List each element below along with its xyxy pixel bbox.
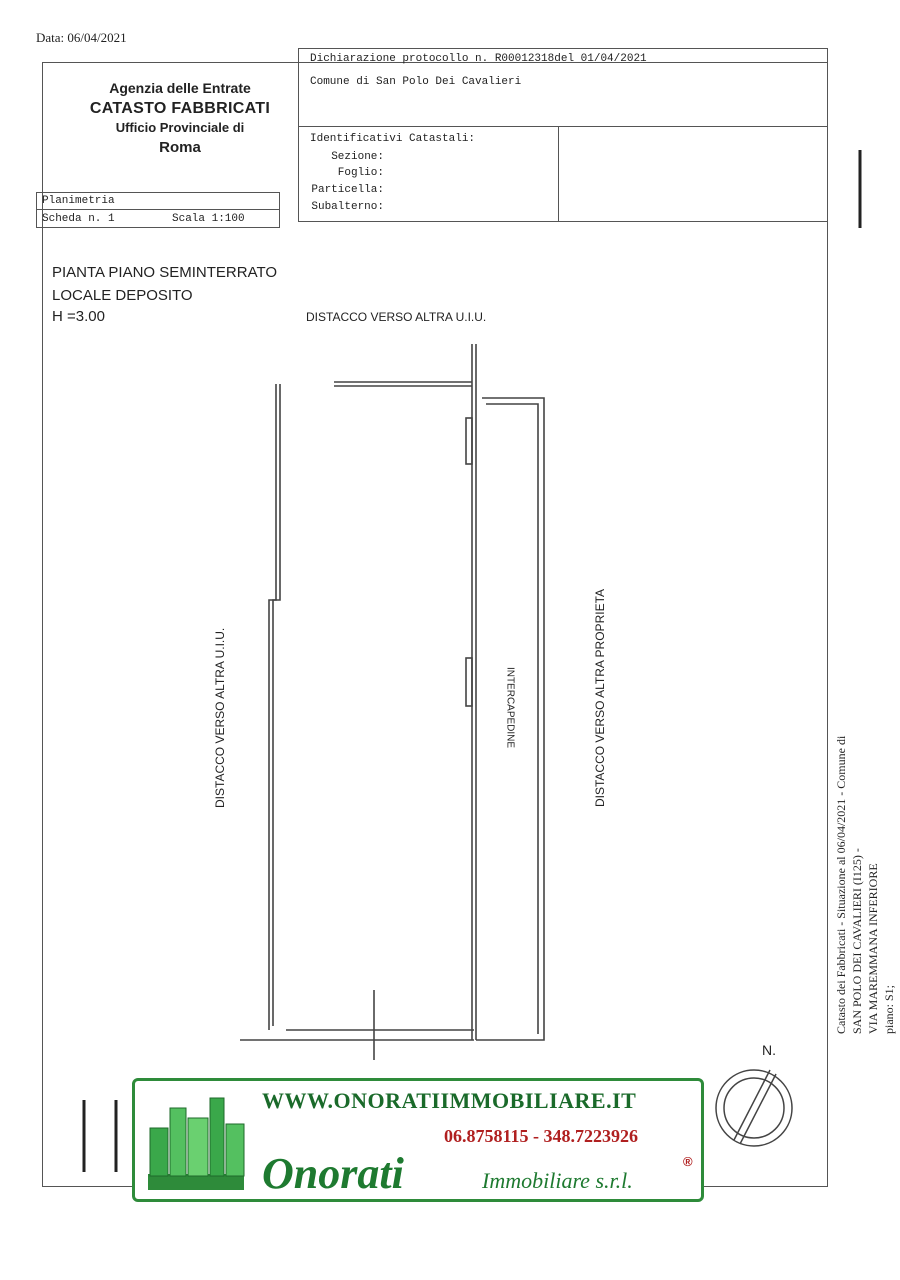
- distacco-top-label: DISTACCO VERSO ALTRA U.I.U.: [306, 310, 487, 324]
- planimetria-title: Planimetria: [42, 195, 115, 207]
- protocol-line: Dichiarazione protocollo n. R00012318del 01/04/2021: [310, 53, 647, 65]
- foglio-label: Foglio:: [337, 167, 384, 179]
- intercapedine-label: INTERCAPEDINE: [504, 666, 516, 749]
- agency-phones: 06.8758115 - 348.7223926: [444, 1126, 639, 1146]
- subalterno-label: Subalterno:: [311, 201, 384, 213]
- agency-website: WWW.ONORATIIMMOBILIARE.IT: [262, 1088, 637, 1113]
- side-note-line-2: VIA MAREMMANA INFERIORE: [866, 863, 880, 1034]
- scale-label: Scala 1:100: [172, 213, 245, 225]
- floor-title: PIANTA PIANO SEMINTERRATO: [52, 264, 278, 281]
- registered-mark: ®: [683, 1154, 693, 1169]
- particella-label: Particella:: [311, 184, 384, 196]
- comune-line: Comune di San Polo Dei Cavalieri: [310, 76, 522, 88]
- agency-brand-name: Onorati: [262, 1149, 404, 1198]
- cadastre-side-note: [833, 714, 897, 1034]
- room-height: H =3.00: [52, 308, 105, 325]
- identifiers-title: Identificativi Catastali:: [310, 133, 476, 145]
- sezione-label: Sezione:: [331, 151, 384, 163]
- print-date: Data: 06/04/2021: [36, 30, 127, 45]
- north-label: N.: [762, 1042, 776, 1058]
- office-label: Ufficio Provinciale di: [115, 120, 245, 135]
- side-note-line-1: Catasto dei Fabbricati - Situazione al 06/04/2021 - Comune di SAN POLO DEI CAVALIERI (I125) -: [834, 735, 864, 1034]
- catasto-title: CATASTO FABBRICATI: [89, 100, 271, 117]
- distacco-right-label: DISTACCO VERSO ALTRA PROPRIETA: [593, 588, 607, 808]
- room-name: LOCALE DEPOSITO: [52, 287, 193, 304]
- buildings-logo-icon: [140, 1084, 250, 1196]
- distacco-left-label: DISTACCO VERSO ALTRA U.I.U.: [213, 627, 227, 808]
- side-note-line-3: piano: S1;: [882, 984, 896, 1034]
- scheda-number: Scheda n. 1: [42, 213, 115, 225]
- office-city: Roma: [159, 139, 201, 156]
- agency-brand-subtitle: Immobiliare s.r.l.: [482, 1168, 633, 1193]
- agency-name: Agenzia delle Entrate: [109, 80, 251, 96]
